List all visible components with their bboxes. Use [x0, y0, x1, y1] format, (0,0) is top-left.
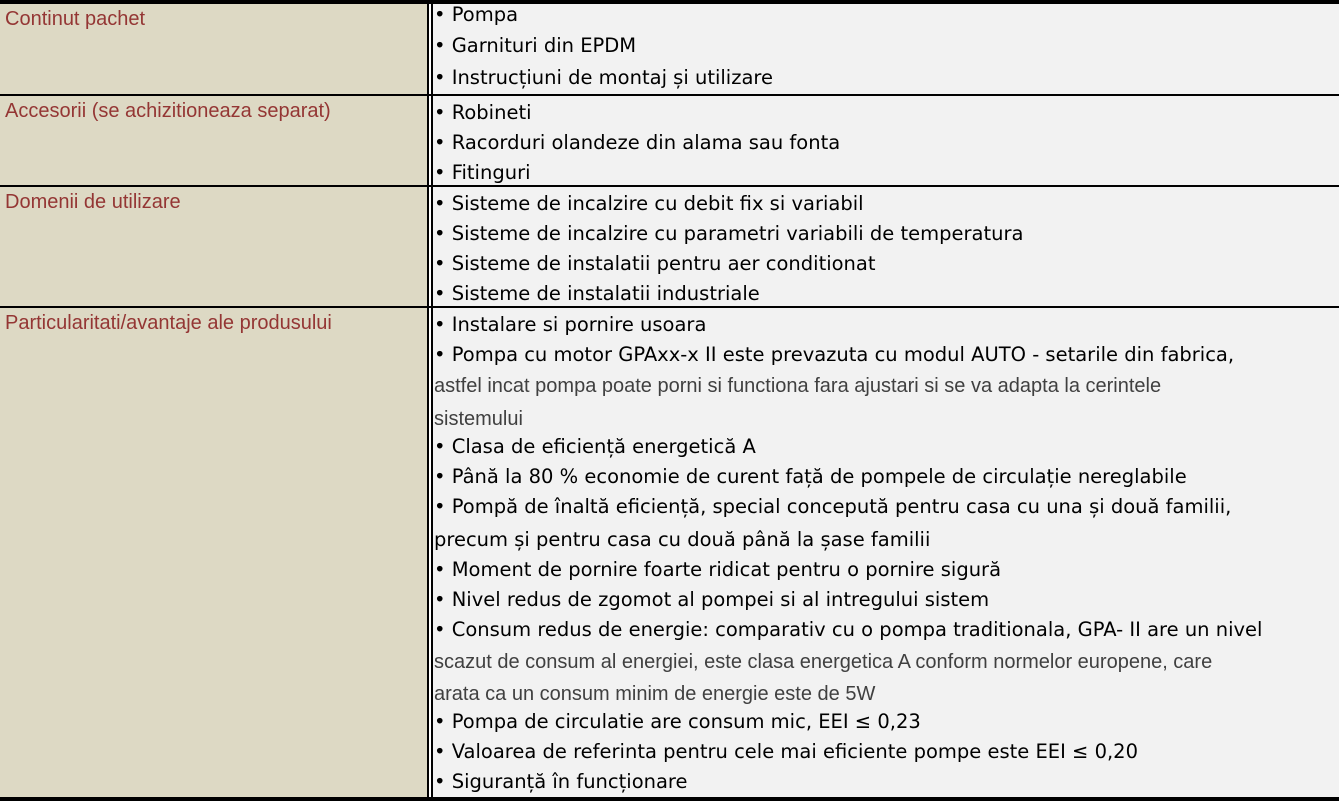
- list-item: • Sisteme de incalzire cu parametri variabili de temperatura: [434, 222, 1024, 245]
- list-item: • Instrucțiuni de montaj și utilizare: [434, 66, 773, 89]
- row-label-cell: [0, 187, 427, 306]
- list-item: • Garnituri din EPDM: [434, 34, 637, 57]
- list-item-continuation: sistemului: [434, 408, 523, 430]
- list-item: • Pompă de înaltă eficiență, special concepută pentru casa cu una și două familii,: [434, 495, 1232, 518]
- row-label: Continut pachet: [5, 8, 146, 30]
- list-item: • Instalare si pornire usoara: [434, 313, 707, 336]
- row-label: Accesorii (se achizitioneaza separat): [5, 100, 331, 122]
- list-item: • Siguranță în funcționare: [434, 770, 688, 793]
- list-item: • Fitinguri: [434, 161, 531, 184]
- list-item: • Consum redus de energie: comparativ cu o pompa traditionala, GPA- II are un nivel: [434, 618, 1263, 641]
- list-item: • Pompa cu motor GPAxx-x II este prevazuta cu modul AUTO - setarile din fabrica,: [434, 343, 1235, 366]
- table-row-usage-domains: [0, 187, 1339, 306]
- list-item: • Până la 80 % economie de curent față de pompele de circulație nereglabile: [434, 465, 1187, 488]
- list-item: • Clasa de eficiență energetică A: [434, 435, 756, 458]
- list-item: • Nivel redus de zgomot al pompei si al intregului sistem: [434, 588, 990, 611]
- list-item: • Sisteme de instalatii pentru aer conditionat: [434, 252, 876, 275]
- row-label-cell: [0, 308, 427, 797]
- row-label-cell: [0, 96, 427, 185]
- row-content-cell: [433, 187, 1339, 306]
- list-item: • Racorduri olandeze din alama sau fonta: [434, 131, 841, 154]
- list-item-continuation: precum și pentru casa cu două până la șase familii: [434, 528, 931, 551]
- row-content-cell: [433, 308, 1339, 797]
- row-label-cell: [0, 4, 427, 94]
- row-content-cell: [433, 96, 1339, 185]
- row-label: Particularitati/avantaje ale produsului: [5, 312, 332, 334]
- list-item: • Pompa: [434, 3, 519, 26]
- list-item: • Robineti: [434, 101, 532, 124]
- list-item-continuation: scazut de consum al energiei, este clasa energetica A conform normelor europene, care: [434, 651, 1213, 673]
- table-bottom-border: [0, 797, 1339, 801]
- table-row-accessories: [0, 96, 1339, 185]
- list-item: • Valoarea de referinta pentru cele mai eficiente pompe este EEI ≤ 0,20: [434, 740, 1138, 763]
- list-item: • Pompa de circulatie are consum mic, EEI ≤ 0,23: [434, 710, 921, 733]
- list-item: • Sisteme de incalzire cu debit fix si variabil: [434, 192, 864, 215]
- list-item: • Moment de pornire foarte ridicat pentru o pornire sigură: [434, 558, 1002, 581]
- list-item: • Sisteme de instalatii industriale: [434, 282, 760, 305]
- list-item-continuation: arata ca un consum minim de energie este de 5W: [434, 683, 876, 705]
- row-label: Domenii de utilizare: [5, 191, 181, 213]
- table-row-package-contents: [0, 4, 1339, 94]
- list-item-continuation: astfel incat pompa poate porni si functiona fara ajustari si se va adapta la cerintele: [434, 375, 1162, 397]
- row-content-cell: [433, 4, 1339, 94]
- table-row-advantages: [0, 308, 1339, 797]
